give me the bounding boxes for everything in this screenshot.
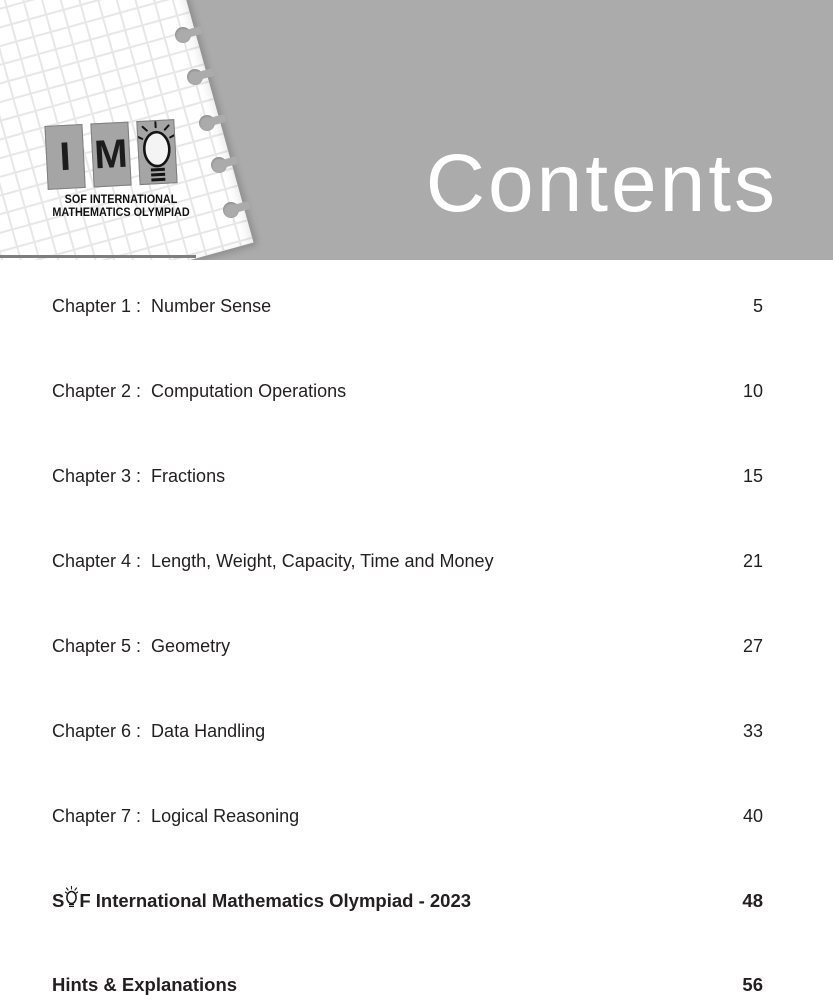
hints-label: Hints & Explanations [52, 974, 238, 995]
logo-tile-bulb [136, 119, 177, 185]
toc-row-chapter-3 [52, 462, 763, 490]
page-number: 48 [742, 890, 763, 911]
logo-tile-i [44, 124, 85, 190]
logo-text-line2: MATHEMATICS OLYMPIAD [52, 207, 190, 219]
logo-letter-i: I [58, 134, 72, 179]
toc-row-chapter-2 [52, 377, 763, 405]
chapter-label: Chapter 4 : Length, Weight, Capacity, Time and Money [52, 551, 494, 571]
lightbulb-icon [137, 120, 176, 184]
header-banner [0, 0, 833, 260]
chapter-label: Chapter 3 : Fractions [52, 466, 226, 486]
page-number: 33 [742, 721, 763, 741]
imo-logo-tiles [44, 118, 197, 190]
toc-row-chapter-4 [52, 547, 763, 575]
chapter-label: Chapter 5 : Geometry [52, 636, 231, 656]
page-number: 40 [742, 806, 763, 826]
toc-row-chapter-5 [52, 632, 763, 660]
toc-row-sof-2023 [52, 886, 763, 914]
toc-row-chapter-6 [52, 717, 763, 745]
logo-text [51, 194, 192, 220]
imo-logo [46, 122, 196, 220]
paper-edge-shadow [0, 255, 196, 258]
toc-row-chapter-7 [52, 802, 763, 830]
chapter-label: Chapter 2 : Computation Operations [52, 381, 347, 401]
lightbulb-icon [65, 886, 78, 907]
logo-tile-m [90, 122, 131, 188]
logo-letter-m: M [93, 131, 129, 177]
toc-row-chapter-1 [52, 292, 763, 320]
chapter-label: Chapter 1 : Number Sense [52, 296, 272, 316]
chapter-label: Chapter 7 : Logical Reasoning [52, 806, 300, 826]
sof-prefix: S [52, 890, 65, 911]
sof-row-label [52, 886, 471, 915]
page-title: Contents [425, 138, 778, 229]
chapter-label: Chapter 6 : Data Handling [52, 721, 266, 741]
page-number: 15 [742, 466, 763, 486]
page-number: 56 [742, 974, 763, 995]
logo-text-line1: SOF INTERNATIONAL [64, 194, 178, 206]
toc-row-hints [52, 971, 763, 999]
page-number: 5 [752, 296, 763, 316]
page-number: 27 [742, 636, 763, 656]
page-number: 21 [742, 551, 763, 571]
sof-suffix: F International Mathematics Olympiad - 2023 [79, 890, 472, 911]
page-number: 10 [742, 381, 763, 401]
